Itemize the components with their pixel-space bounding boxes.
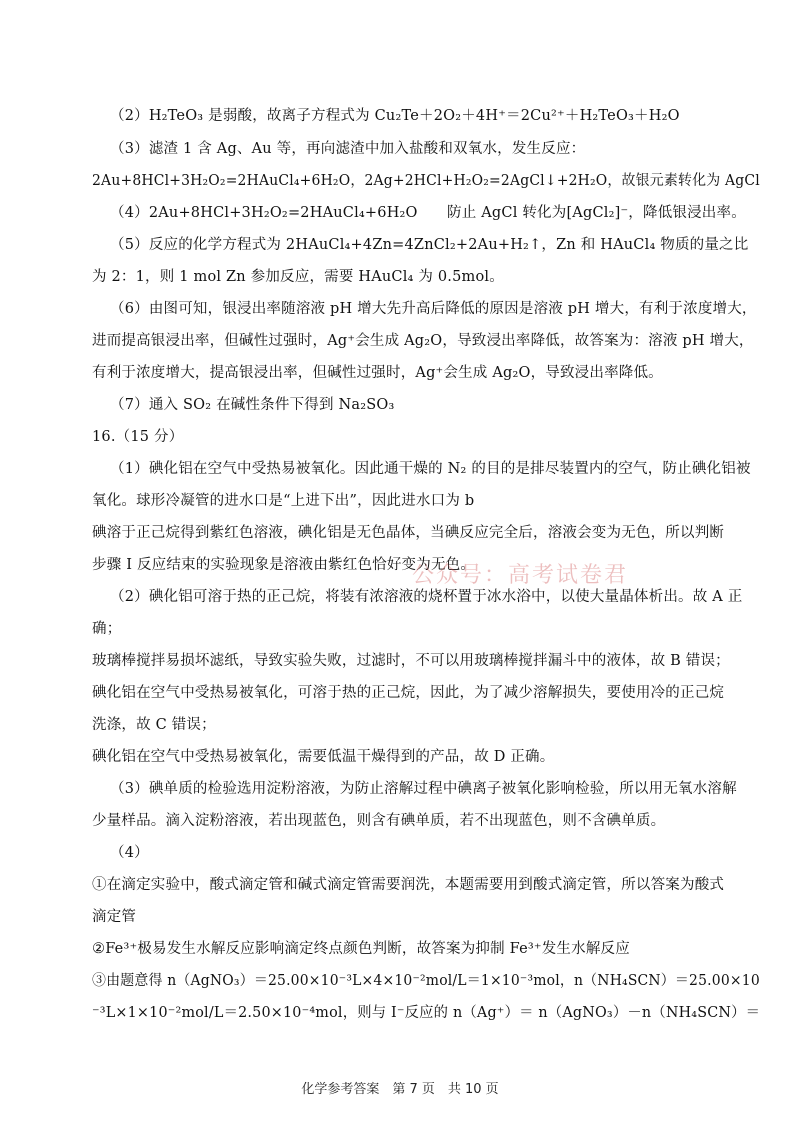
text-line: （3）滤渣 1 含 Ag、Au 等，再向滤渣中加入盐酸和双氧水，发生反应： — [110, 141, 586, 157]
text-line: 玻璃棒搅拌易损坏滤纸，导致实验失败，过滤时，不可以用玻璃棒搅拌漏斗中的液体，故 B 错误； — [92, 653, 730, 669]
text-line: ①在滴定实验中，酸式滴定管和碱式滴定管需要润洗，本题需要用到酸式滴定管，所以答案为酸式 — [92, 877, 725, 893]
text-line: ⁻³L×1×10⁻²mol/L＝2.50×10⁻⁴mol，则与 I⁻反应的 n（Ag⁺）＝ n（AgNO₃）－n（NH₄SCN）＝ — [92, 1005, 761, 1021]
text-line: （1）碘化铝在空气中受热易被氧化。因此通干燥的 N₂ 的目的是排尽装置内的空气，防止碘化铝被 — [110, 461, 751, 477]
text-line: ②Fe³⁺极易发生水解反应影响滴定终点颜色判断，故答案为抑制 Fe³⁺发生水解反应 — [92, 941, 630, 957]
text-line: 步骤 I 反应结束的实验现象是溶液由紫红色恰好变为无色。 — [92, 557, 476, 573]
text-line: 洗涤，故 C 错误； — [92, 717, 216, 733]
text-line: （4）2Au+8HCl+3H₂O₂=2HAuCl₄+6H₂O 防止 AgCl 转化为[AgCl₂]⁻，降低银浸出率。 — [110, 205, 746, 221]
text-line: （2）H₂TeO₃ 是弱酸，故离子方程式为 Cu₂Te＋2O₂＋4H⁺＝2Cu²⁺＋H₂TeO₃＋H₂O — [110, 108, 680, 124]
text-line: （7）通入 SO₂ 在碱性条件下得到 Na₂SO₃ — [110, 397, 395, 413]
text-line: 碘溶于正己烷得到紫红色溶液，碘化铝是无色晶体，当碘反应完全后，溶液会变为无色，所以判断 — [92, 525, 725, 541]
text-line: 进而提高银浸出率，但碱性过强时，Ag⁺会生成 Ag₂O，导致浸出率降低，故答案为：溶液 pH 增大， — [92, 333, 754, 349]
text-line: 少量样品。滴入淀粉溶液，若出现蓝色，则含有碘单质，若不出现蓝色，则不含碘单质。 — [92, 813, 666, 829]
text-line: （2）碘化铝可溶于热的正己烷，将装有浓溶液的烧杯置于冰水浴中，以使大量晶体析出。故 A 正 — [110, 589, 743, 605]
watermark: 公众号：高考试卷君 — [412, 563, 629, 588]
text-line: （6）由图可知，银浸出率随溶液 pH 增大先升高后降低的原因是溶液 pH 增大，有利于浓度增大， — [110, 301, 757, 317]
text-line: （5）反应的化学方程式为 2HAuCl₄+4Zn=4ZnCl₂+2Au+H₂↑，Zn 和 HAuCl₄ 物质的量之比 — [110, 237, 749, 253]
text-line: 碘化铝在空气中受热易被氧化，需要低温干燥得到的产品，故 D 正确。 — [92, 749, 555, 765]
text-line: （3）碘单质的检验选用淀粉溶液，为防止溶解过程中碘离子被氧化影响检验，所以用无氧水溶解 — [110, 781, 737, 797]
text-line: 滴定管 — [92, 909, 137, 925]
text-line: 2Au+8HCl+3H₂O₂=2HAuCl₄+6H₂O，2Ag+2HCl+H₂O₂=2AgCl↓+2H₂O，故银元素转化为 AgCl — [92, 173, 760, 189]
text-line: ③由题意得 n（AgNO₃）＝25.00×10⁻³L×4×10⁻²mol/L＝1×10⁻³mol，n（NH₄SCN）＝25.00×10 — [92, 973, 760, 989]
text-line: 确； — [92, 621, 122, 637]
text-line: 氧化。球形冷凝管的进水口是“上进下出”，因此进水口为 b — [92, 493, 475, 509]
question-heading: 16.（15 分） — [92, 429, 184, 445]
text-line: 碘化铝在空气中受热易被氧化，可溶于热的正己烷，因此，为了减少溶解损失，要使用冷的正己烷 — [92, 685, 725, 701]
text-line: 为 2：1，则 1 mol Zn 参加反应，需要 HAuCl₄ 为 0.5mol。 — [92, 269, 504, 285]
page-footer: 化学参考答案 第 7 页 共 10 页 — [301, 1082, 499, 1097]
text-line: 有利于浓度增大，提高银浸出率，但碱性过强时，Ag⁺会生成 Ag₂O，导致浸出率降低。 — [92, 365, 663, 381]
text-line: （4） — [110, 845, 149, 861]
